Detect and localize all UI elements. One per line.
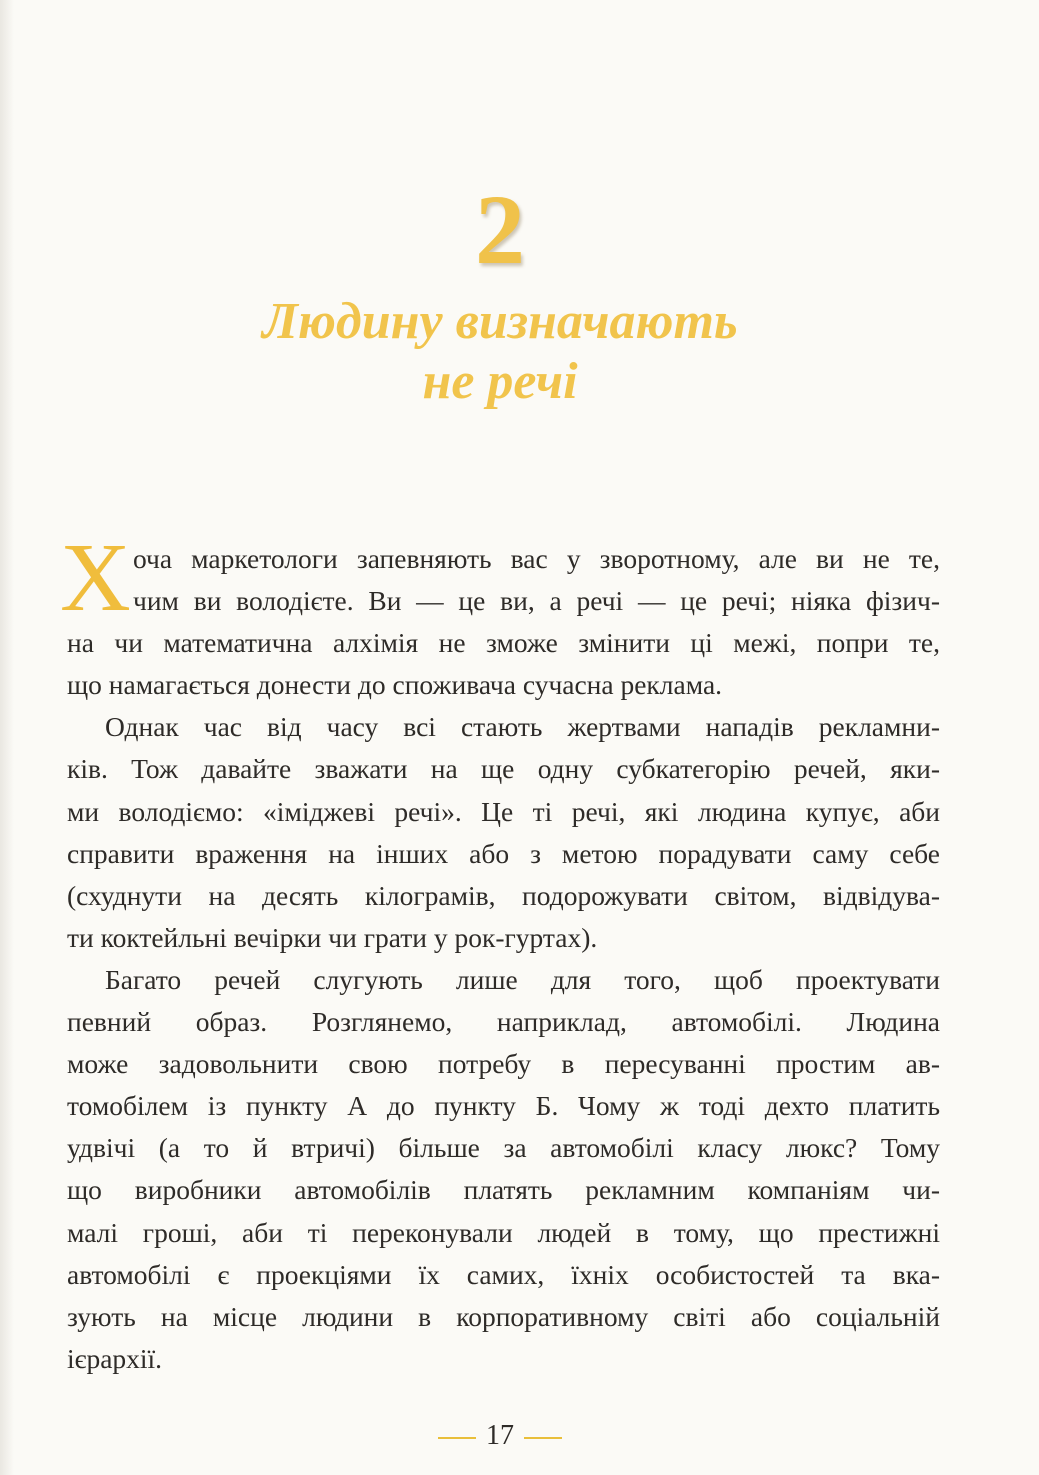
text-line: може задовольнити свою потребу в пересуванні простим ав-: [67, 1048, 940, 1080]
text-line: ієрархії.: [67, 1342, 163, 1374]
text-line: автомобілі є проекціями їх самих, їхніх особистостей та вка-: [67, 1258, 940, 1290]
page-number: [0, 1418, 1000, 1454]
chapter-title-line: не речі: [422, 353, 578, 410]
text-line: Однак час від часу всі стають жертвами нападів рекламни-: [105, 711, 940, 743]
text-line: (схуднути на десять кілограмів, подорожувати світом, відвідува-: [67, 879, 940, 911]
text-line: що виробники автомобілів платять рекламним компаніям чи-: [67, 1174, 940, 1206]
text-line: ти коктейльні вечірки чи грати у рок-гуртах).: [67, 921, 598, 953]
text-line: оча маркетологи запевняють вас у зворотному, але ви не те,: [133, 543, 940, 574]
text-line: Багато речей слугують лише для того, щоб проектувати: [105, 963, 940, 995]
text-line: удвічі (а то й втричі) більше за автомобілі класу люкс? Тому: [67, 1132, 940, 1164]
text-line: ми володіємо: «іміджеві речі». Це ті речі, які людина купує, аби: [67, 795, 940, 827]
text-line: певний образ. Розглянемо, наприклад, автомобілі. Людина: [67, 1006, 940, 1038]
chapter-title-line: Людину визначають: [262, 293, 738, 350]
body-text: [67, 538, 940, 1380]
chapter-number: 2: [475, 174, 525, 285]
drop-cap: Х: [60, 524, 131, 632]
ornament-dash: [438, 1437, 476, 1439]
page-number-value: 17: [486, 1420, 514, 1451]
text-line: справити враження на інших або з метою порадувати саму себе: [67, 837, 940, 869]
ornament-dash: [524, 1437, 562, 1439]
text-line: що намагається донести до споживача сучасна реклама.: [67, 669, 723, 701]
text-line: чим ви володієте. Ви — це ви, а речі — це речі; ніяка фізич-: [133, 585, 940, 617]
text-line: ків. Тож давайте зважати на ще одну субкатегорію речей, яки-: [67, 753, 940, 785]
text-line: на чи математична алхімія не зможе змінити ці межі, попри те,: [67, 627, 940, 659]
text-line: зують на місце людини в корпоративному світі або соціальній: [67, 1300, 940, 1332]
text-line: томобілем із пункту А до пункту Б. Чому ж тоді дехто платить: [67, 1090, 940, 1122]
text-line: малі гроші, аби ті переконували людей в тому, що престижні: [67, 1216, 940, 1248]
